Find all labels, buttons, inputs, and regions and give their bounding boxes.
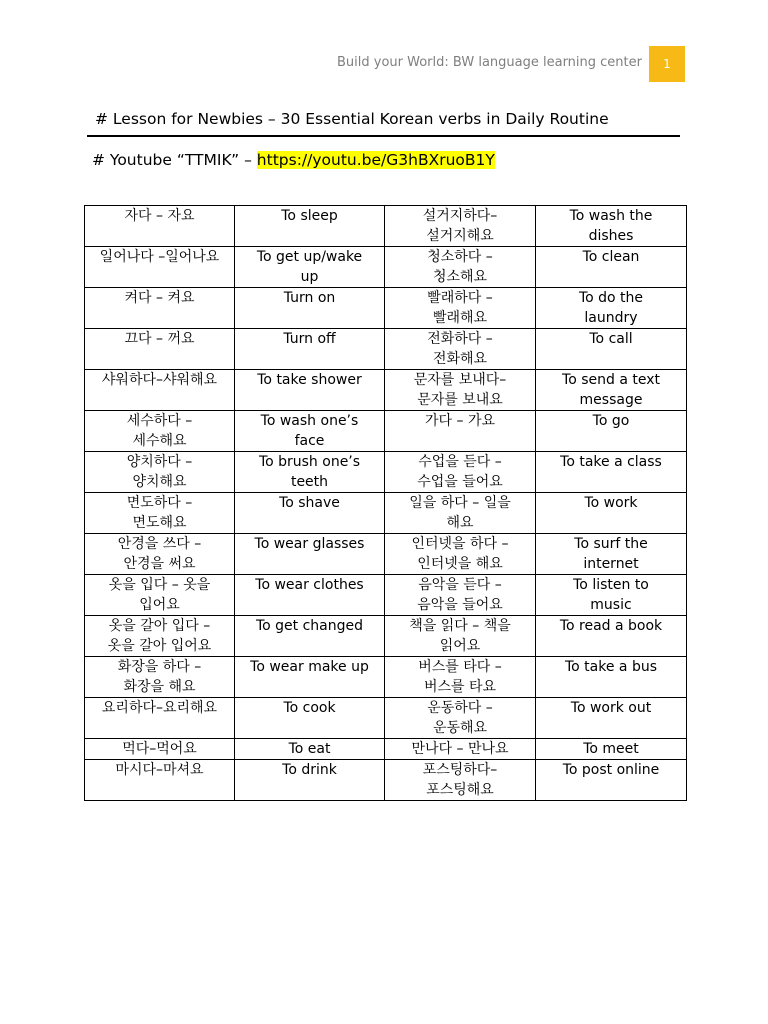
- english-meaning-cell: To take a bus: [536, 657, 687, 698]
- table-row: [85, 739, 687, 760]
- table-row: [85, 657, 687, 698]
- korean-verb-cell: 자다 – 자요: [85, 206, 235, 247]
- vocab-table: [84, 205, 687, 801]
- korean-verb-cell: 옷을 갈아 입다 – 옷을 갈아 입어요: [85, 616, 235, 657]
- korean-verb-cell: 안경을 쓰다 – 안경을 써요: [85, 534, 235, 575]
- korean-verb-cell: 세수하다 – 세수해요: [85, 411, 235, 452]
- table-row: [85, 493, 687, 534]
- table-row: [85, 370, 687, 411]
- youtube-line: [92, 151, 495, 169]
- table-row: [85, 206, 687, 247]
- english-meaning-cell: To read a book: [536, 616, 687, 657]
- korean-verb-cell: 요리하다–요리해요: [85, 698, 235, 739]
- english-meaning-cell: To drink: [235, 760, 385, 801]
- korean-verb-cell: 켜다 – 켜요: [85, 288, 235, 329]
- korean-verb-cell: 설거지하다– 설거지해요: [385, 206, 536, 247]
- english-meaning-cell: To do the laundry: [536, 288, 687, 329]
- youtube-link[interactable]: https://youtu.be/G3hBXruoB1Y: [256, 151, 495, 169]
- korean-verb-cell: 옷을 입다 – 옷을 입어요: [85, 575, 235, 616]
- table-row: [85, 616, 687, 657]
- english-meaning-cell: To call: [536, 329, 687, 370]
- english-meaning-cell: To brush one’s teeth: [235, 452, 385, 493]
- english-meaning-cell: To work: [536, 493, 687, 534]
- english-meaning-cell: To take shower: [235, 370, 385, 411]
- english-meaning-cell: To go: [536, 411, 687, 452]
- korean-verb-cell: 면도하다 – 면도해요: [85, 493, 235, 534]
- korean-verb-cell: 가다 – 가요: [385, 411, 536, 452]
- korean-verb-cell: 문자를 보내다– 문자를 보내요: [385, 370, 536, 411]
- english-meaning-cell: To wear make up: [235, 657, 385, 698]
- korean-verb-cell: 먹다–먹어요: [85, 739, 235, 760]
- english-meaning-cell: To take a class: [536, 452, 687, 493]
- korean-verb-cell: 포스팅하다– 포스팅해요: [385, 760, 536, 801]
- korean-verb-cell: 인터넷을 하다 – 인터넷을 해요: [385, 534, 536, 575]
- korean-verb-cell: 샤워하다–샤워해요: [85, 370, 235, 411]
- korean-verb-cell: 빨래하다 – 빨래해요: [385, 288, 536, 329]
- english-meaning-cell: To wash one’s face: [235, 411, 385, 452]
- english-meaning-cell: To wear glasses: [235, 534, 385, 575]
- korean-verb-cell: 양치하다 – 양치해요: [85, 452, 235, 493]
- korean-verb-cell: 끄다 – 꺼요: [85, 329, 235, 370]
- english-meaning-cell: To sleep: [235, 206, 385, 247]
- english-meaning-cell: Turn on: [235, 288, 385, 329]
- table-row: [85, 534, 687, 575]
- table-row: [85, 760, 687, 801]
- lesson-title: # Lesson for Newbies – 30 Essential Korean verbs in Daily Routine: [95, 110, 609, 128]
- header-org-name: Build your World: BW language learning center: [337, 55, 642, 70]
- english-meaning-cell: To get up/wake up: [235, 247, 385, 288]
- youtube-prefix: # Youtube “TTMIK” –: [92, 151, 257, 169]
- english-meaning-cell: To work out: [536, 698, 687, 739]
- korean-verb-cell: 버스를 타다 – 버스를 타요: [385, 657, 536, 698]
- table-row: [85, 329, 687, 370]
- table-row: [85, 247, 687, 288]
- english-meaning-cell: To wear clothes: [235, 575, 385, 616]
- korean-verb-cell: 청소하다 – 청소해요: [385, 247, 536, 288]
- page-number-badge: 1: [649, 46, 685, 82]
- english-meaning-cell: To post online: [536, 760, 687, 801]
- korean-verb-cell: 책을 읽다 – 책을 읽어요: [385, 616, 536, 657]
- korean-verb-cell: 화장을 하다 – 화장을 해요: [85, 657, 235, 698]
- table-row: [85, 698, 687, 739]
- english-meaning-cell: To shave: [235, 493, 385, 534]
- korean-verb-cell: 전화하다 – 전화해요: [385, 329, 536, 370]
- english-meaning-cell: To surf the internet: [536, 534, 687, 575]
- korean-verb-cell: 일을 하다 – 일을 해요: [385, 493, 536, 534]
- english-meaning-cell: Turn off: [235, 329, 385, 370]
- english-meaning-cell: To clean: [536, 247, 687, 288]
- table-row: [85, 575, 687, 616]
- english-meaning-cell: To eat: [235, 739, 385, 760]
- english-meaning-cell: To meet: [536, 739, 687, 760]
- title-divider: [87, 135, 680, 137]
- korean-verb-cell: 운동하다 – 운동해요: [385, 698, 536, 739]
- table-row: [85, 452, 687, 493]
- english-meaning-cell: To wash the dishes: [536, 206, 687, 247]
- english-meaning-cell: To cook: [235, 698, 385, 739]
- table-row: [85, 288, 687, 329]
- korean-verb-cell: 일어나다 –일어나요: [85, 247, 235, 288]
- english-meaning-cell: To get changed: [235, 616, 385, 657]
- table-row: [85, 411, 687, 452]
- korean-verb-cell: 수업을 듣다 – 수업을 들어요: [385, 452, 536, 493]
- english-meaning-cell: To listen to music: [536, 575, 687, 616]
- korean-verb-cell: 만나다 – 만나요: [385, 739, 536, 760]
- korean-verb-cell: 음악을 듣다 – 음악을 들어요: [385, 575, 536, 616]
- english-meaning-cell: To send a text message: [536, 370, 687, 411]
- korean-verb-cell: 마시다–마셔요: [85, 760, 235, 801]
